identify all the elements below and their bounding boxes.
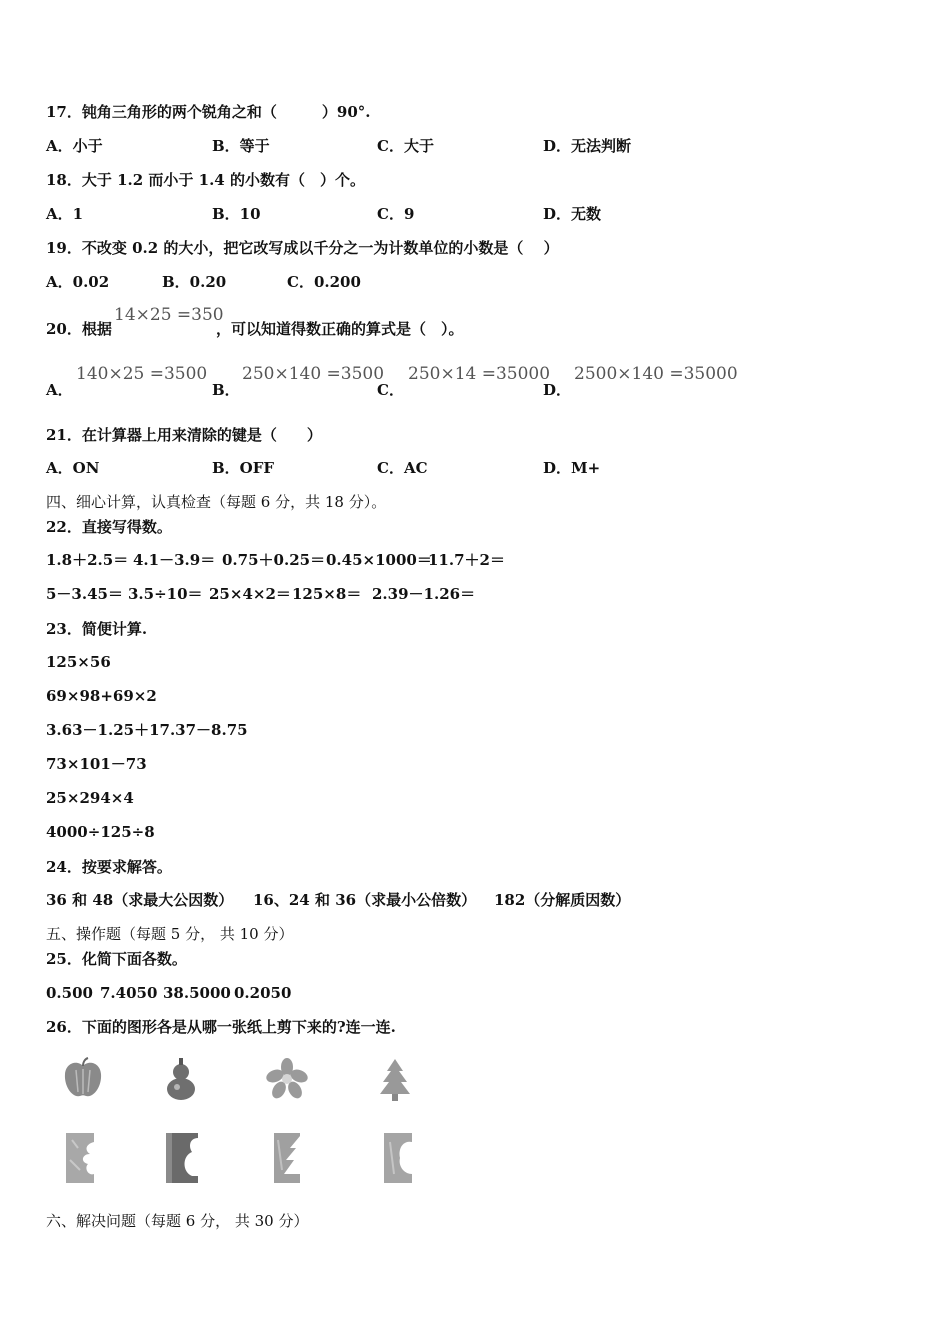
q21-option-c: C．AC xyxy=(377,459,428,477)
q22-item: 4.1－3.9＝ xyxy=(133,551,216,569)
gourd-icon xyxy=(156,1054,206,1104)
q23-item: 25×294×4 xyxy=(46,789,134,807)
apple-icon xyxy=(58,1054,108,1104)
q25-stem: 25．化简下面各数。 xyxy=(46,950,187,968)
q23-item: 4000÷125÷8 xyxy=(46,823,155,841)
q18-option-d: D．无数 xyxy=(543,205,602,223)
q17-option-c: C．大于 xyxy=(377,137,434,155)
q22-item: 11.7＋2＝ xyxy=(428,551,505,569)
q21-option-b: B．OFF xyxy=(212,459,275,477)
q19-stem: 19．不改变 0.2 的大小，把它改写成以千分之一为计数单位的小数是（ ） xyxy=(46,239,559,257)
q26-stem: 26．下面的图形各是从哪一张纸上剪下来的?连一连. xyxy=(46,1018,396,1036)
q22-item: 5－3.45＝ xyxy=(46,585,123,603)
q20-option-d-label: D． xyxy=(543,381,572,399)
q17-stem: 17．钝角三角形的两个锐角之和（ ）90°. xyxy=(46,103,371,121)
q17-option-a: A．小于 xyxy=(46,137,103,155)
q20-option-a-formula: 140×25 =3500 xyxy=(76,364,208,384)
q20-suffix: ，可以知道得数正确的算式是（ ）。 xyxy=(216,320,464,338)
q21-stem: 21．在计算器上用来清除的键是（ ） xyxy=(46,426,322,444)
section-4-heading: 四、细心计算，认真检查（每题 6 分，共 18 分）。 xyxy=(46,493,387,511)
q21-option-d: D．M+ xyxy=(543,459,601,477)
section-6-heading: 六、解决问题（每题 6 分， 共 30 分） xyxy=(46,1212,309,1230)
q20-option-d-formula: 2500×140 =35000 xyxy=(574,364,738,384)
q24-item: 182（分解质因数） xyxy=(494,891,631,909)
q19-option-b: B．0.20 xyxy=(162,273,227,291)
flower-icon xyxy=(262,1054,312,1104)
q22-item: 125×8＝ xyxy=(292,585,362,603)
q22-item: 1.8＋2.5＝ xyxy=(46,551,129,569)
q23-stem: 23．简便计算. xyxy=(46,620,148,638)
q19-option-c: C．0.200 xyxy=(287,273,361,291)
q20-option-a-label: A． xyxy=(46,381,73,399)
q25-item: 38.5000 xyxy=(163,984,231,1002)
q22-item: 0.75＋0.25＝ xyxy=(222,551,326,569)
q22-item: 3.5÷10＝ xyxy=(128,585,203,603)
tree-icon xyxy=(370,1054,420,1104)
q25-item: 0.2050 xyxy=(234,984,292,1002)
q22-item: 2.39－1.26＝ xyxy=(372,585,476,603)
q21-option-a: A．ON xyxy=(46,459,100,477)
q25-item: 0.500 xyxy=(46,984,93,1002)
q24-item: 36 和 48（求最大公因数） xyxy=(46,891,234,909)
q25-item: 7.4050 xyxy=(100,984,158,1002)
q23-item: 125×56 xyxy=(46,653,111,671)
paper-cutout-gourd-icon xyxy=(160,1130,210,1186)
q17-option-b: B．等于 xyxy=(212,137,270,155)
q19-option-a: A．0.02 xyxy=(46,273,110,291)
paper-cutout-apple-icon xyxy=(376,1130,426,1186)
paper-cutout-tree-icon xyxy=(266,1130,316,1186)
q20-option-b-formula: 250×140 =3500 xyxy=(242,364,385,384)
q22-item: 0.45×1000＝ xyxy=(326,551,432,569)
q23-item: 73×101－73 xyxy=(46,755,147,773)
q22-stem: 22．直接写得数。 xyxy=(46,518,172,536)
paper-cutout-flower-icon xyxy=(58,1130,108,1186)
q20-prefix: 20．根据 xyxy=(46,320,112,338)
q20-formula: 14×25 =350 xyxy=(114,305,224,325)
q20-option-c-formula: 250×14 =35000 xyxy=(408,364,551,384)
q18-option-a: A．1 xyxy=(46,205,84,223)
q20-option-b-label: B． xyxy=(212,381,240,399)
q18-option-b: B．10 xyxy=(212,205,261,223)
q17-option-d: D．无法判断 xyxy=(543,137,632,155)
q18-option-c: C．9 xyxy=(377,205,415,223)
q23-item: 69×98+69×2 xyxy=(46,687,157,705)
q20-option-c-label: C． xyxy=(377,381,404,399)
q18-stem: 18．大于 1.2 而小于 1.4 的小数有（ ）个。 xyxy=(46,171,365,189)
q24-item: 16、24 和 36（求最小公倍数） xyxy=(253,891,477,909)
section-5-heading: 五、操作题（每题 5 分， 共 10 分） xyxy=(46,925,294,943)
q23-item: 3.63－1.25＋17.37－8.75 xyxy=(46,721,248,739)
q24-stem: 24．按要求解答。 xyxy=(46,858,172,876)
q22-item: 25×4×2＝ xyxy=(209,585,291,603)
